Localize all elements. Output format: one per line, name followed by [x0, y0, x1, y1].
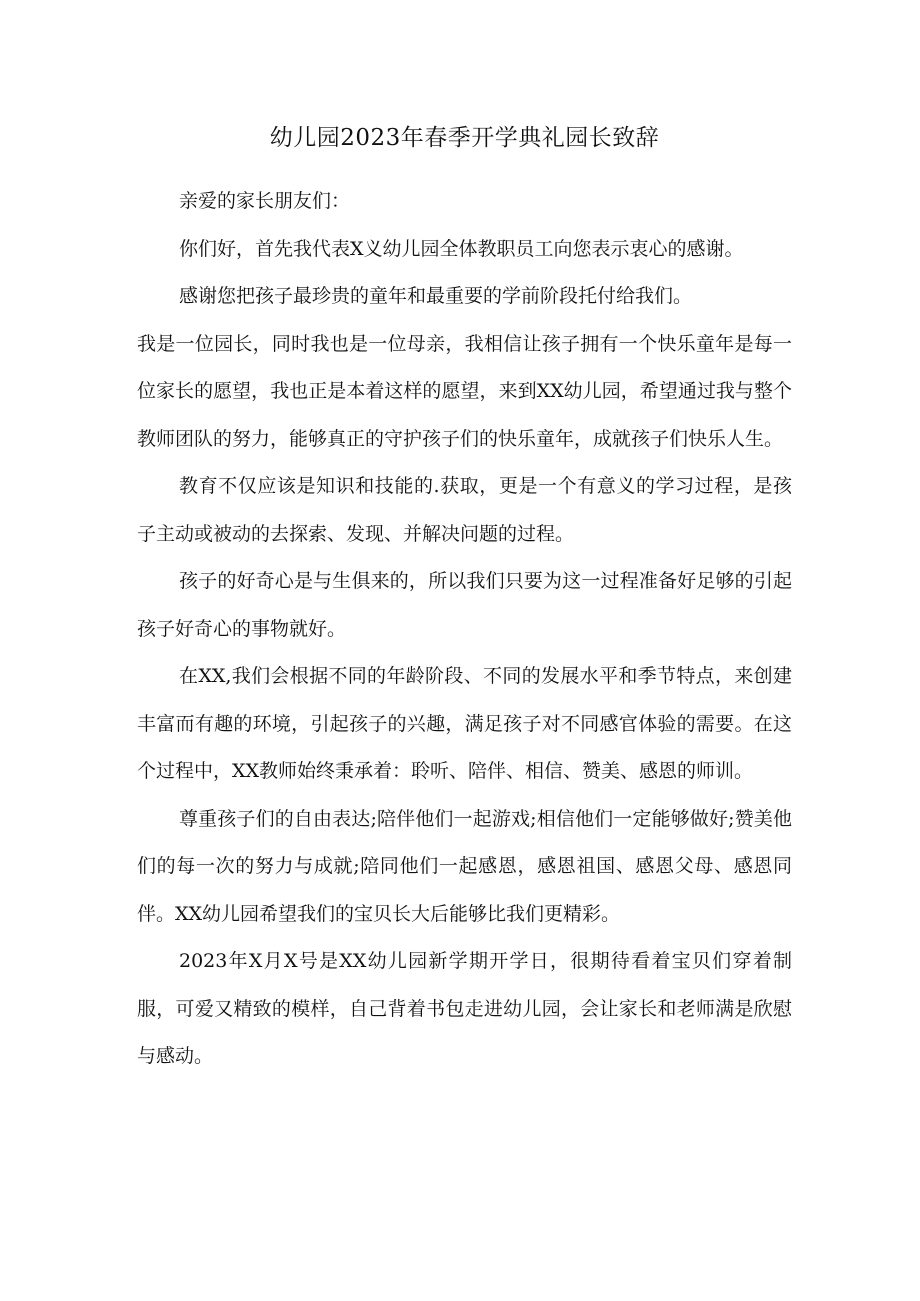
paragraph: 亲爱的家长朋友们： [179, 190, 351, 212]
paragraph: 在XX,我们会根据不同的年龄阶段、不同的发展水平和季节特点，来创建丰富而有趣的环境，引起孩子的兴趣，满足孩子对不同感官体验的需要。在这个过程中，XX教师始终秉承着：聆听、陪伴、相信、赞美、感恩的师训。 [137, 665, 792, 782]
paragraph: 我是一位园长，同时我也是一位母亲，我相信让孩子拥有一个快乐童年是每一位家长的愿望，我也正是本着这样的愿望，来到XX幼儿园，希望通过我与整个教师团队的努力，能够真正的守护孩子们的快乐童年，成就孩子们快乐人生。 [137, 332, 792, 450]
paragraph: 2023年X月X号是XX幼儿园新学期开学日，很期待看着宝贝们穿着制服，可爱又精致的模样，自己背着书包走进幼儿园，会让家长和老师满是欣慰与感动。 [137, 950, 792, 1067]
document-body [137, 178, 792, 1081]
paragraph: 教育不仅应该是知识和技能的.获取，更是一个有意义的学习过程，是孩子主动或被动的去探索、发现、并解决问题的过程。 [137, 475, 792, 545]
paragraph: 感谢您把孩子最珍贵的童年和最重要的学前阶段托付给我们。 [179, 285, 693, 307]
paragraph: 孩子的好奇心是与生俱来的，所以我们只要为这一过程准备好足够的引起孩子好奇心的事物就好。 [137, 570, 792, 640]
paragraph: 尊重孩子们的自由表达;陪伴他们一起游戏;相信他们一定能够做好;赞美他们的每一次的努力与成就;陪同他们一起感恩，感恩祖国、感恩父母、感恩同伴。XX幼儿园希望我们的宝贝长大后能够比我们更精彩。 [137, 807, 792, 925]
document-title: 幼儿园2023年春季开学典礼园长致辞 [269, 125, 660, 151]
paragraph: 你们好，首先我代表X义幼儿园全体教职员工向您表示衷心的感谢。 [179, 237, 744, 260]
